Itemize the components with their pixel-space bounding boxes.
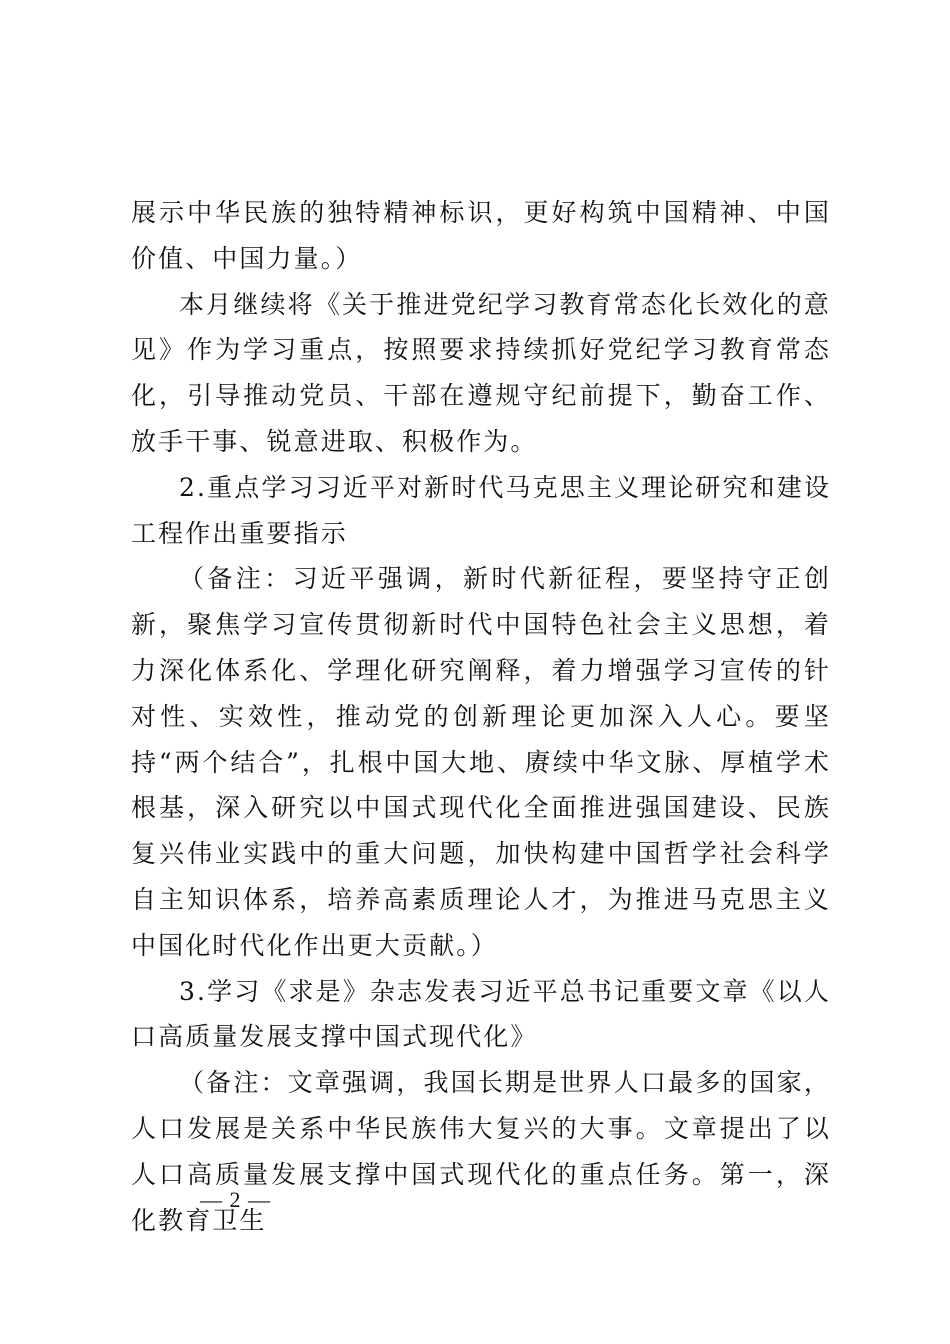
section-heading-2: 2.重点学习习近平对新时代马克思主义理论研究和建设工程作出重要指示 <box>131 472 831 548</box>
paragraph-study-focus: 本月继续将《关于推进党纪学习教育常态化长效化的意见》作为学习重点，按照要求持续抓好党纪学习教育常态化，引导推动党员、干部在遵规守纪前提下，勤奋工作、放手干事、锐意进取、积极作为。 <box>131 289 831 456</box>
document-body <box>131 190 831 1243</box>
paragraph-note-2: （备注：习近平强调，新时代新征程，要坚持守正创新，聚焦学习宣传贯彻新时代中国特色社会主义思想，着力深化体系化、学理化研究阐释，着力增强学习宣传的针对性、实效性，推动党的创新理论更加深入人心。要坚持“两个结合”，扎根中国大地、赓续中华文脉、厚植学术根基，深入研究以中国式现代化全面推进强国建设、民族复兴伟业实践中的重大问题，加快构建中国哲学社会科学自主知识体系，培养高素质理论人才，为推进马克思主义中国化时代化作出更大贡献。） <box>131 564 831 960</box>
paragraph-continuation: 展示中华民族的独特精神标识，更好构筑中国精神、中国价值、中国力量。） <box>131 198 831 273</box>
page-number: — 2 — <box>200 1187 271 1212</box>
section-heading-3: 3.学习《求是》杂志发表习近平总书记重要文章《以人口高质量发展支撑中国式现代化》 <box>131 976 831 1052</box>
paragraph-note-3: （备注：文章强调，我国长期是世界人口最多的国家，人口发展是关系中华民族伟大复兴的大事。文章提出了以人口高质量发展支撑中国式现代化的重点任务。第一，深化教育卫生 <box>131 1068 831 1235</box>
